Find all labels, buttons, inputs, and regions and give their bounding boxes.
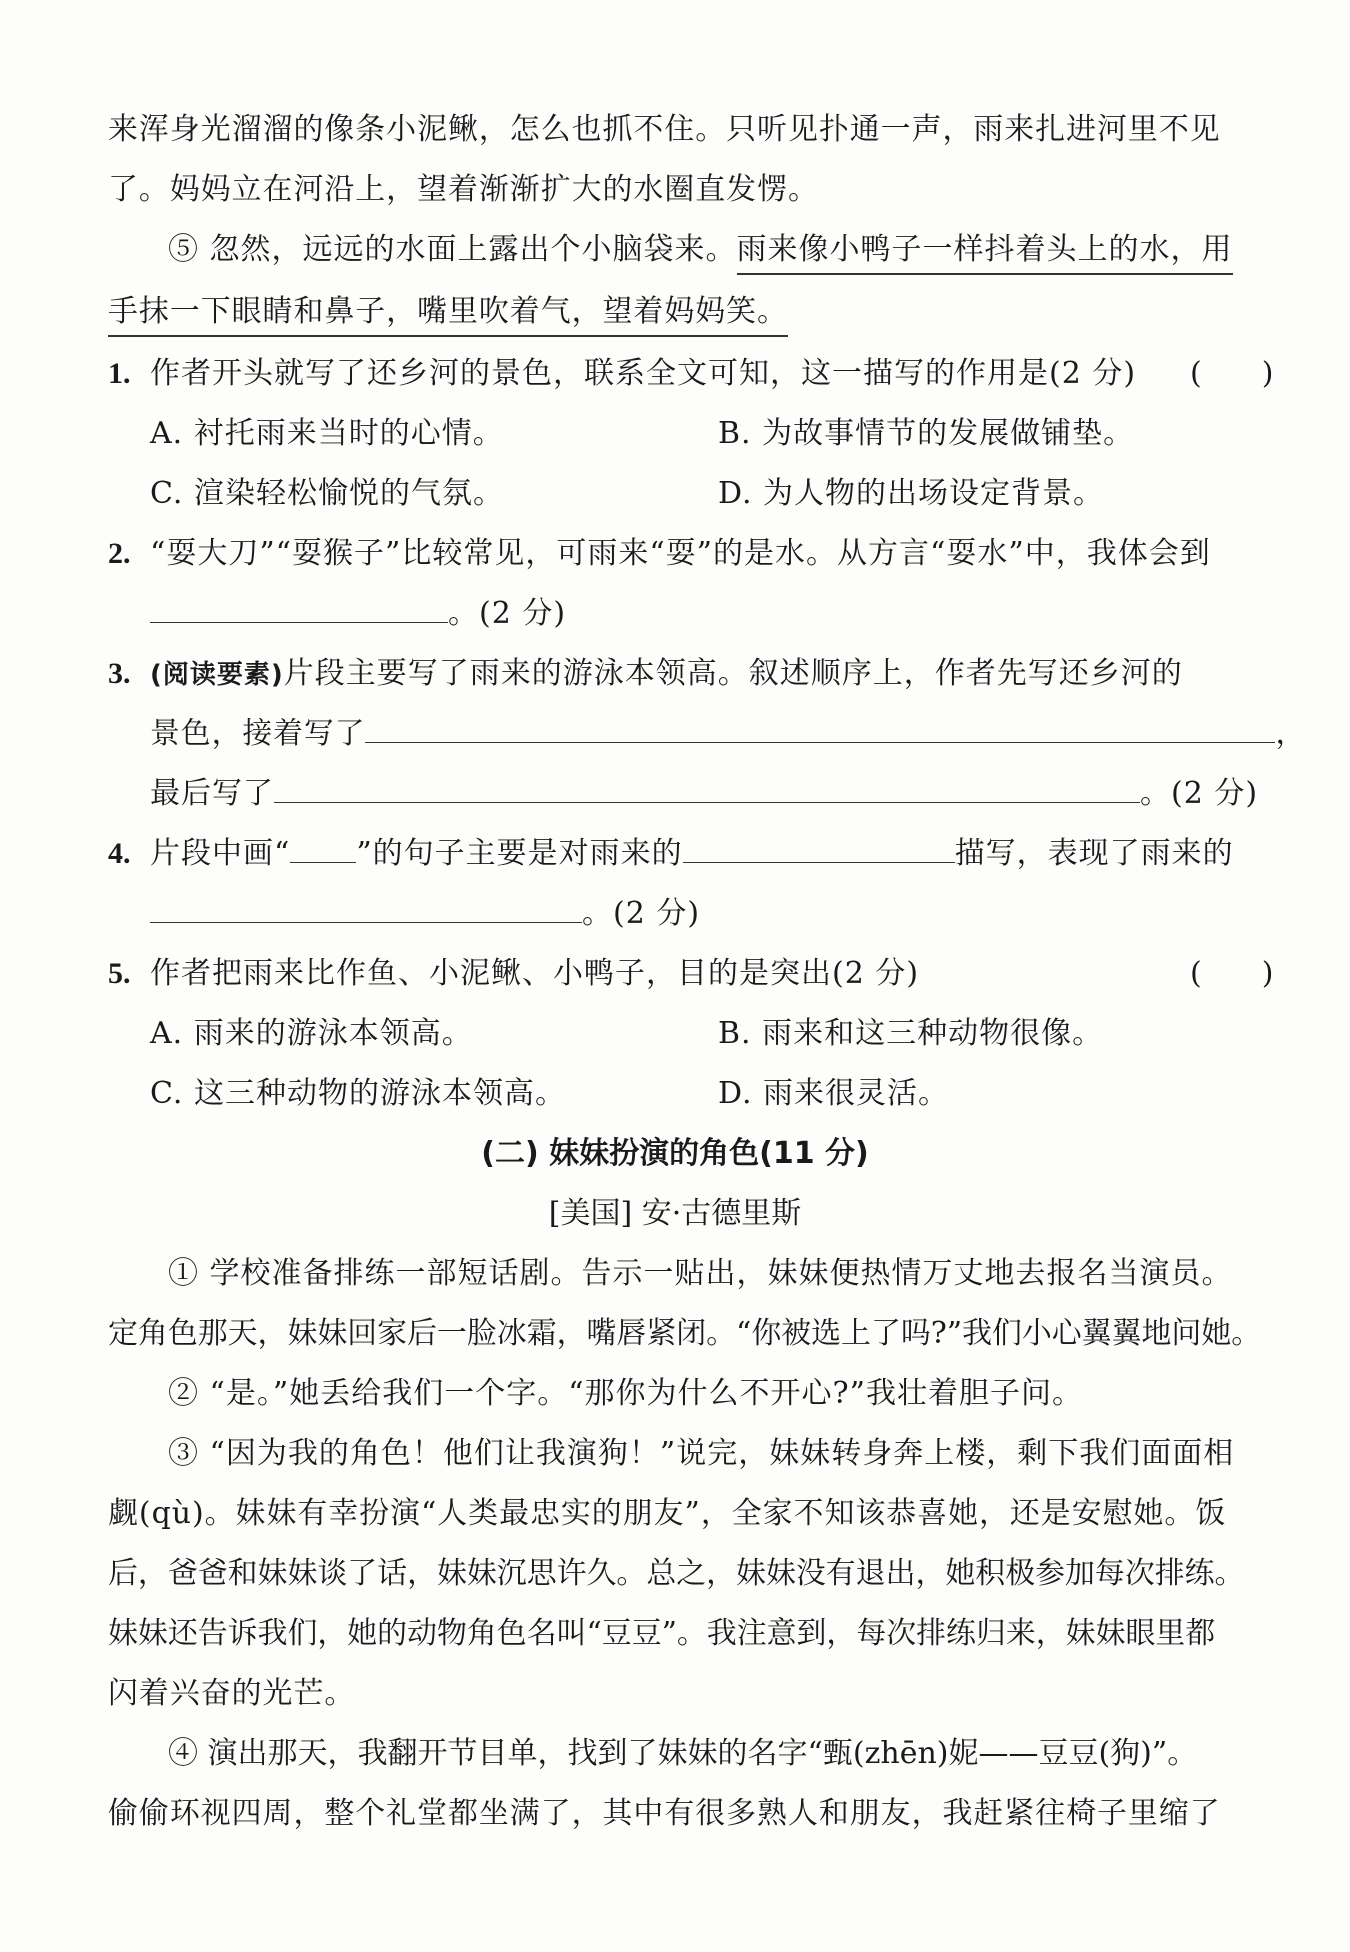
answer-blank[interactable] <box>683 832 955 863</box>
option-d[interactable]: D. 雨来很灵活。 <box>718 1076 950 1111</box>
section-title: (二) 妹妹扮演的角色(11 分) <box>481 1136 869 1171</box>
passage-line: 闪着兴奋的光芒。 <box>108 1676 356 1711</box>
answer-line <box>150 712 1306 756</box>
prompt-text: 最后写了 <box>150 776 274 811</box>
question-text <box>150 652 1183 697</box>
answer-paren[interactable]: ( ) <box>1190 356 1274 391</box>
passage-line: ③ “因为我的角色！他们让我演狗！”说完，妹妹转身奔上楼，剩下我们面面相 <box>168 1436 1235 1471</box>
question-text-body: 片段主要写了雨来的游泳本领高。叙述顺序上，作者先写还乡河的 <box>283 656 1183 691</box>
question-tail: 。(2 分) <box>448 596 567 631</box>
passage-line: 妹妹还告诉我们，她的动物角色名叫“豆豆”。我注意到，每次排练归来，妹妹眼里都 <box>108 1616 1216 1651</box>
passage-line: 偷偷环视四周，整个礼堂都坐满了，其中有很多熟人和朋友，我赶紧往椅子里缩了 <box>108 1796 1221 1831</box>
reading-element-tag: (阅读要素) <box>150 660 284 690</box>
underlined-sentence: 手抹一下眼睛和鼻子，嘴里吹着气，望着妈妈笑。 <box>108 294 788 337</box>
question-text: “耍大刀”“耍猴子”比较常见，可雨来“耍”的是水。从方言“耍水”中，我体会到 <box>150 536 1211 571</box>
passage-line: 了。妈妈立在河沿上，望着渐渐扩大的水圈直发愣。 <box>108 172 819 207</box>
question-text <box>150 832 1234 876</box>
question-number: 4. <box>108 837 131 870</box>
option-c[interactable]: C. 这三种动物的游泳本领高。 <box>150 1076 566 1111</box>
prompt-text: 描写，表现了雨来的 <box>954 836 1234 871</box>
question-number: 3. <box>108 657 131 690</box>
answer-line <box>150 892 700 936</box>
passage-line <box>108 290 1303 334</box>
option-c[interactable]: C. 渲染轻松愉悦的气氛。 <box>150 476 504 511</box>
passage-line: 后，爸爸和妹妹谈了话，妹妹沉思许久。总之，妹妹没有退出，她积极参加每次排练。 <box>108 1556 1245 1591</box>
author-line: [美国] 安·古德里斯 <box>548 1196 802 1231</box>
answer-line[interactable] <box>150 592 566 636</box>
option-b[interactable]: B. 雨来和这三种动物很像。 <box>718 1016 1104 1051</box>
question-text: 作者把雨来比作鱼、小泥鳅、小鸭子，目的是突出(2 分) <box>150 956 920 991</box>
passage-line: ② “是。”她丢给我们一个字。“那你为什么不开心?”我壮着胆子问。 <box>168 1376 1083 1411</box>
passage-line: 定角色那天，妹妹回家后一脸冰霜，嘴唇紧闭。“你被选上了吗?”我们小心翼翼地问她。 <box>108 1316 1262 1351</box>
question-tail: 。(2 分) <box>1140 776 1259 811</box>
prompt-text: 片段中画“ <box>150 836 291 871</box>
option-a[interactable]: A. 雨来的游泳本领高。 <box>150 1016 473 1051</box>
prompt-text: ， <box>1275 716 1307 751</box>
underlined-sentence: 雨来像小鸭子一样抖着头上的水，用 <box>737 232 1233 275</box>
passage-line: ① 学校准备排练一部短话剧。告示一贴出，妹妹便热情万丈地去报名当演员。 <box>168 1256 1233 1291</box>
prompt-text: 景色，接着写了 <box>150 716 366 751</box>
passage-line: 来浑身光溜溜的像条小泥鳅，怎么也抓不住。只听见扑通一声，雨来扎进河里不见 <box>108 112 1221 147</box>
passage-paragraph-5 <box>168 228 1233 272</box>
question-number: 2. <box>108 537 131 570</box>
question-number: 1. <box>108 357 131 390</box>
passage-text: ⑤ 忽然，远远的水面上露出个小脑袋来。 <box>168 232 737 267</box>
underline-sample <box>290 832 356 863</box>
answer-blank[interactable] <box>365 712 1275 743</box>
answer-blank[interactable] <box>150 592 448 623</box>
answer-blank[interactable] <box>150 892 582 923</box>
passage-line: ④ 演出那天，我翻开节目单，找到了妹妹的名字“甄(zhēn)妮——豆豆(狗)”。 <box>168 1736 1198 1771</box>
answer-paren[interactable]: ( ) <box>1190 956 1274 991</box>
question-text: 作者开头就写了还乡河的景色，联系全文可知，这一描写的作用是(2 分) <box>150 356 1137 391</box>
answer-line <box>150 772 1258 816</box>
option-b[interactable]: B. 为故事情节的发展做铺垫。 <box>718 416 1135 451</box>
passage-line: 觑(qù)。妹妹有幸扮演“人类最忠实的朋友”，全家不知该恭喜她，还是安慰她。饭 <box>108 1496 1227 1531</box>
question-tail: 。(2 分) <box>582 896 701 931</box>
question-number: 5. <box>108 957 131 990</box>
option-a[interactable]: A. 衬托雨来当时的心情。 <box>150 416 504 451</box>
answer-blank[interactable] <box>274 772 1140 803</box>
prompt-text: ”的句子主要是对雨来的 <box>356 836 683 871</box>
option-d[interactable]: D. 为人物的出场设定背景。 <box>718 476 1105 511</box>
